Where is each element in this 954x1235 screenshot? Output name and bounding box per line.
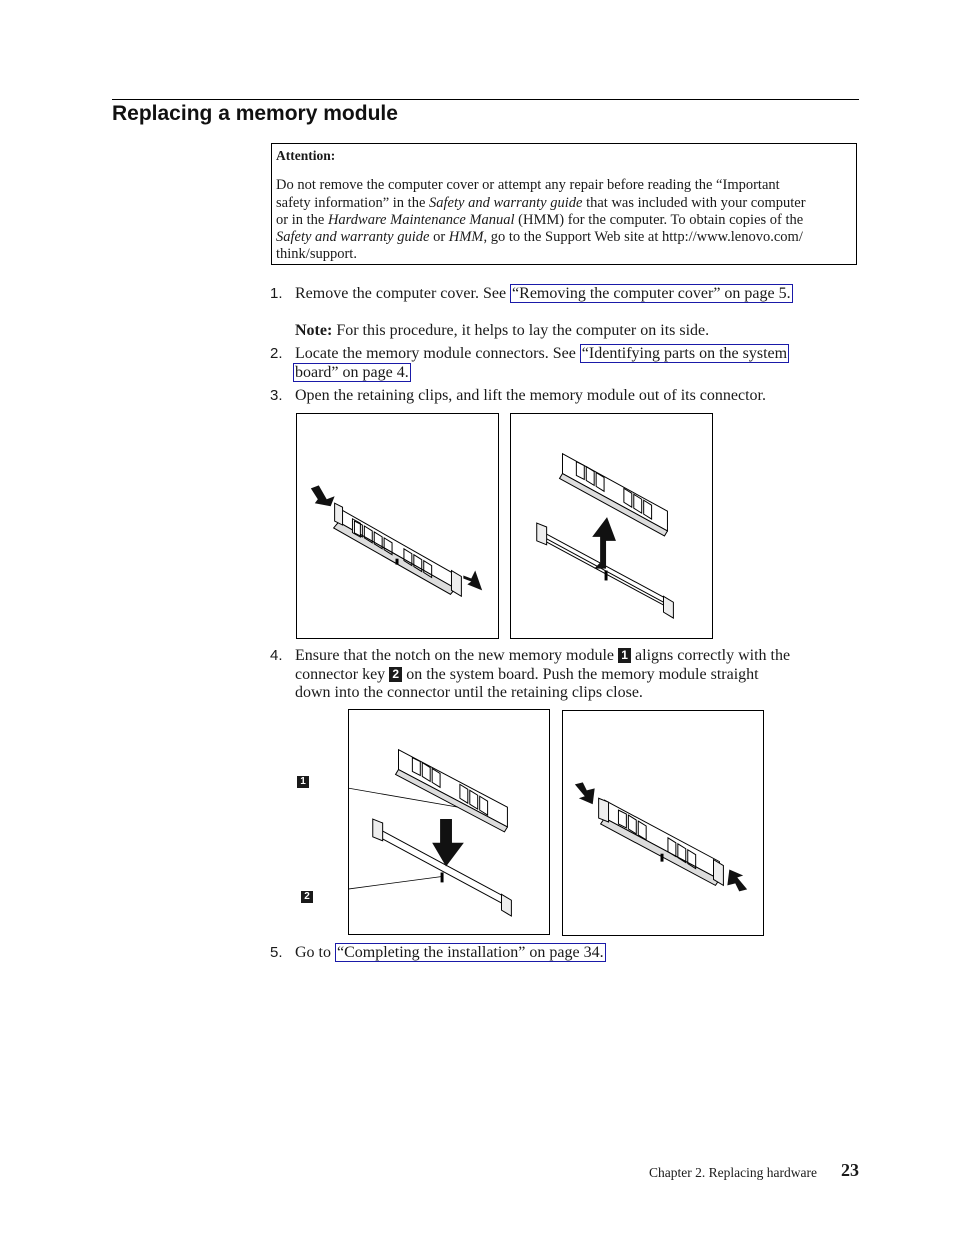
step-5-text: Go to “Completing the installation” on page 34. xyxy=(295,944,604,961)
figure-open-clips xyxy=(296,413,499,639)
step-4-line-2: connector key 2 on the system board. Push the memory module straight xyxy=(295,666,759,683)
completing-installation-link[interactable]: “Completing the installation” on page 34. xyxy=(337,944,604,961)
step-2-number: 2. xyxy=(270,345,283,362)
step-4-line-1: Ensure that the notch on the new memory module 1 aligns correctly with the xyxy=(295,647,791,664)
removing-cover-link[interactable]: “Removing the computer cover” on page 5. xyxy=(512,285,791,302)
step-2-text: Locate the memory module connectors. See “Identifying parts on the system xyxy=(295,345,788,362)
lift-module-illustration xyxy=(511,414,712,638)
open-clips-illustration xyxy=(297,414,498,638)
attention-line-5: think/support. xyxy=(276,246,357,263)
push-right-arrow-icon xyxy=(575,782,595,804)
right-clip-arrow-icon xyxy=(463,571,482,591)
figure-insert-module xyxy=(348,709,550,935)
footer-chapter: Chapter 2. Replacing hardware xyxy=(649,1165,817,1180)
insert-module-illustration xyxy=(349,710,549,934)
identifying-parts-link-cont[interactable]: board” on page 4. xyxy=(295,364,409,381)
down-arrow-icon xyxy=(432,819,464,867)
attention-box xyxy=(271,143,857,265)
identifying-parts-link[interactable]: “Identifying parts on the system xyxy=(581,345,788,362)
page-title: Replacing a memory module xyxy=(112,102,398,125)
figure-callout-2: 2 xyxy=(301,891,313,903)
attention-heading: Attention: xyxy=(276,148,336,163)
figure-lift-module xyxy=(510,413,713,639)
step-3-text: Open the retaining clips, and lift the memory module out of its connector. xyxy=(295,387,766,404)
figure-callout-1: 1 xyxy=(297,776,309,788)
step-1-number: 1. xyxy=(270,285,283,302)
step-5-number: 5. xyxy=(270,944,283,961)
callout-tag-2: 2 xyxy=(389,667,402,682)
section-rule xyxy=(112,99,859,100)
attention-line-3: or in the Hardware Maintenance Manual (HMM) for the computer. To obtain copies of the xyxy=(276,211,804,228)
attention-line-4: Safety and warranty guide or HMM, go to the Support Web site at http://www.lenovo.com/ xyxy=(276,229,803,246)
seated-module-illustration xyxy=(563,711,763,935)
push-left-arrow-icon xyxy=(727,870,747,892)
callout-tag-1: 1 xyxy=(618,648,631,663)
page-number: 23 xyxy=(841,1160,859,1180)
attention-line-2: safety information” in the Safety and warranty guide that was included with your computer xyxy=(276,194,806,211)
step-4-line-3: down into the connector until the retaining clips close. xyxy=(295,684,643,701)
step-2-text-line2 xyxy=(293,363,411,382)
figure-seated-module xyxy=(562,710,764,936)
step-1-text: Remove the computer cover. See “Removing the computer cover” on page 5. xyxy=(295,285,791,302)
step-3-number: 3. xyxy=(270,387,283,404)
step-1-note: Note: For this procedure, it helps to lay the computer on its side. xyxy=(295,322,710,339)
step-4-number: 4. xyxy=(270,647,283,664)
left-clip-arrow-icon xyxy=(311,485,335,506)
attention-line-1: Do not remove the computer cover or attempt any repair before reading the “Important xyxy=(276,177,780,194)
